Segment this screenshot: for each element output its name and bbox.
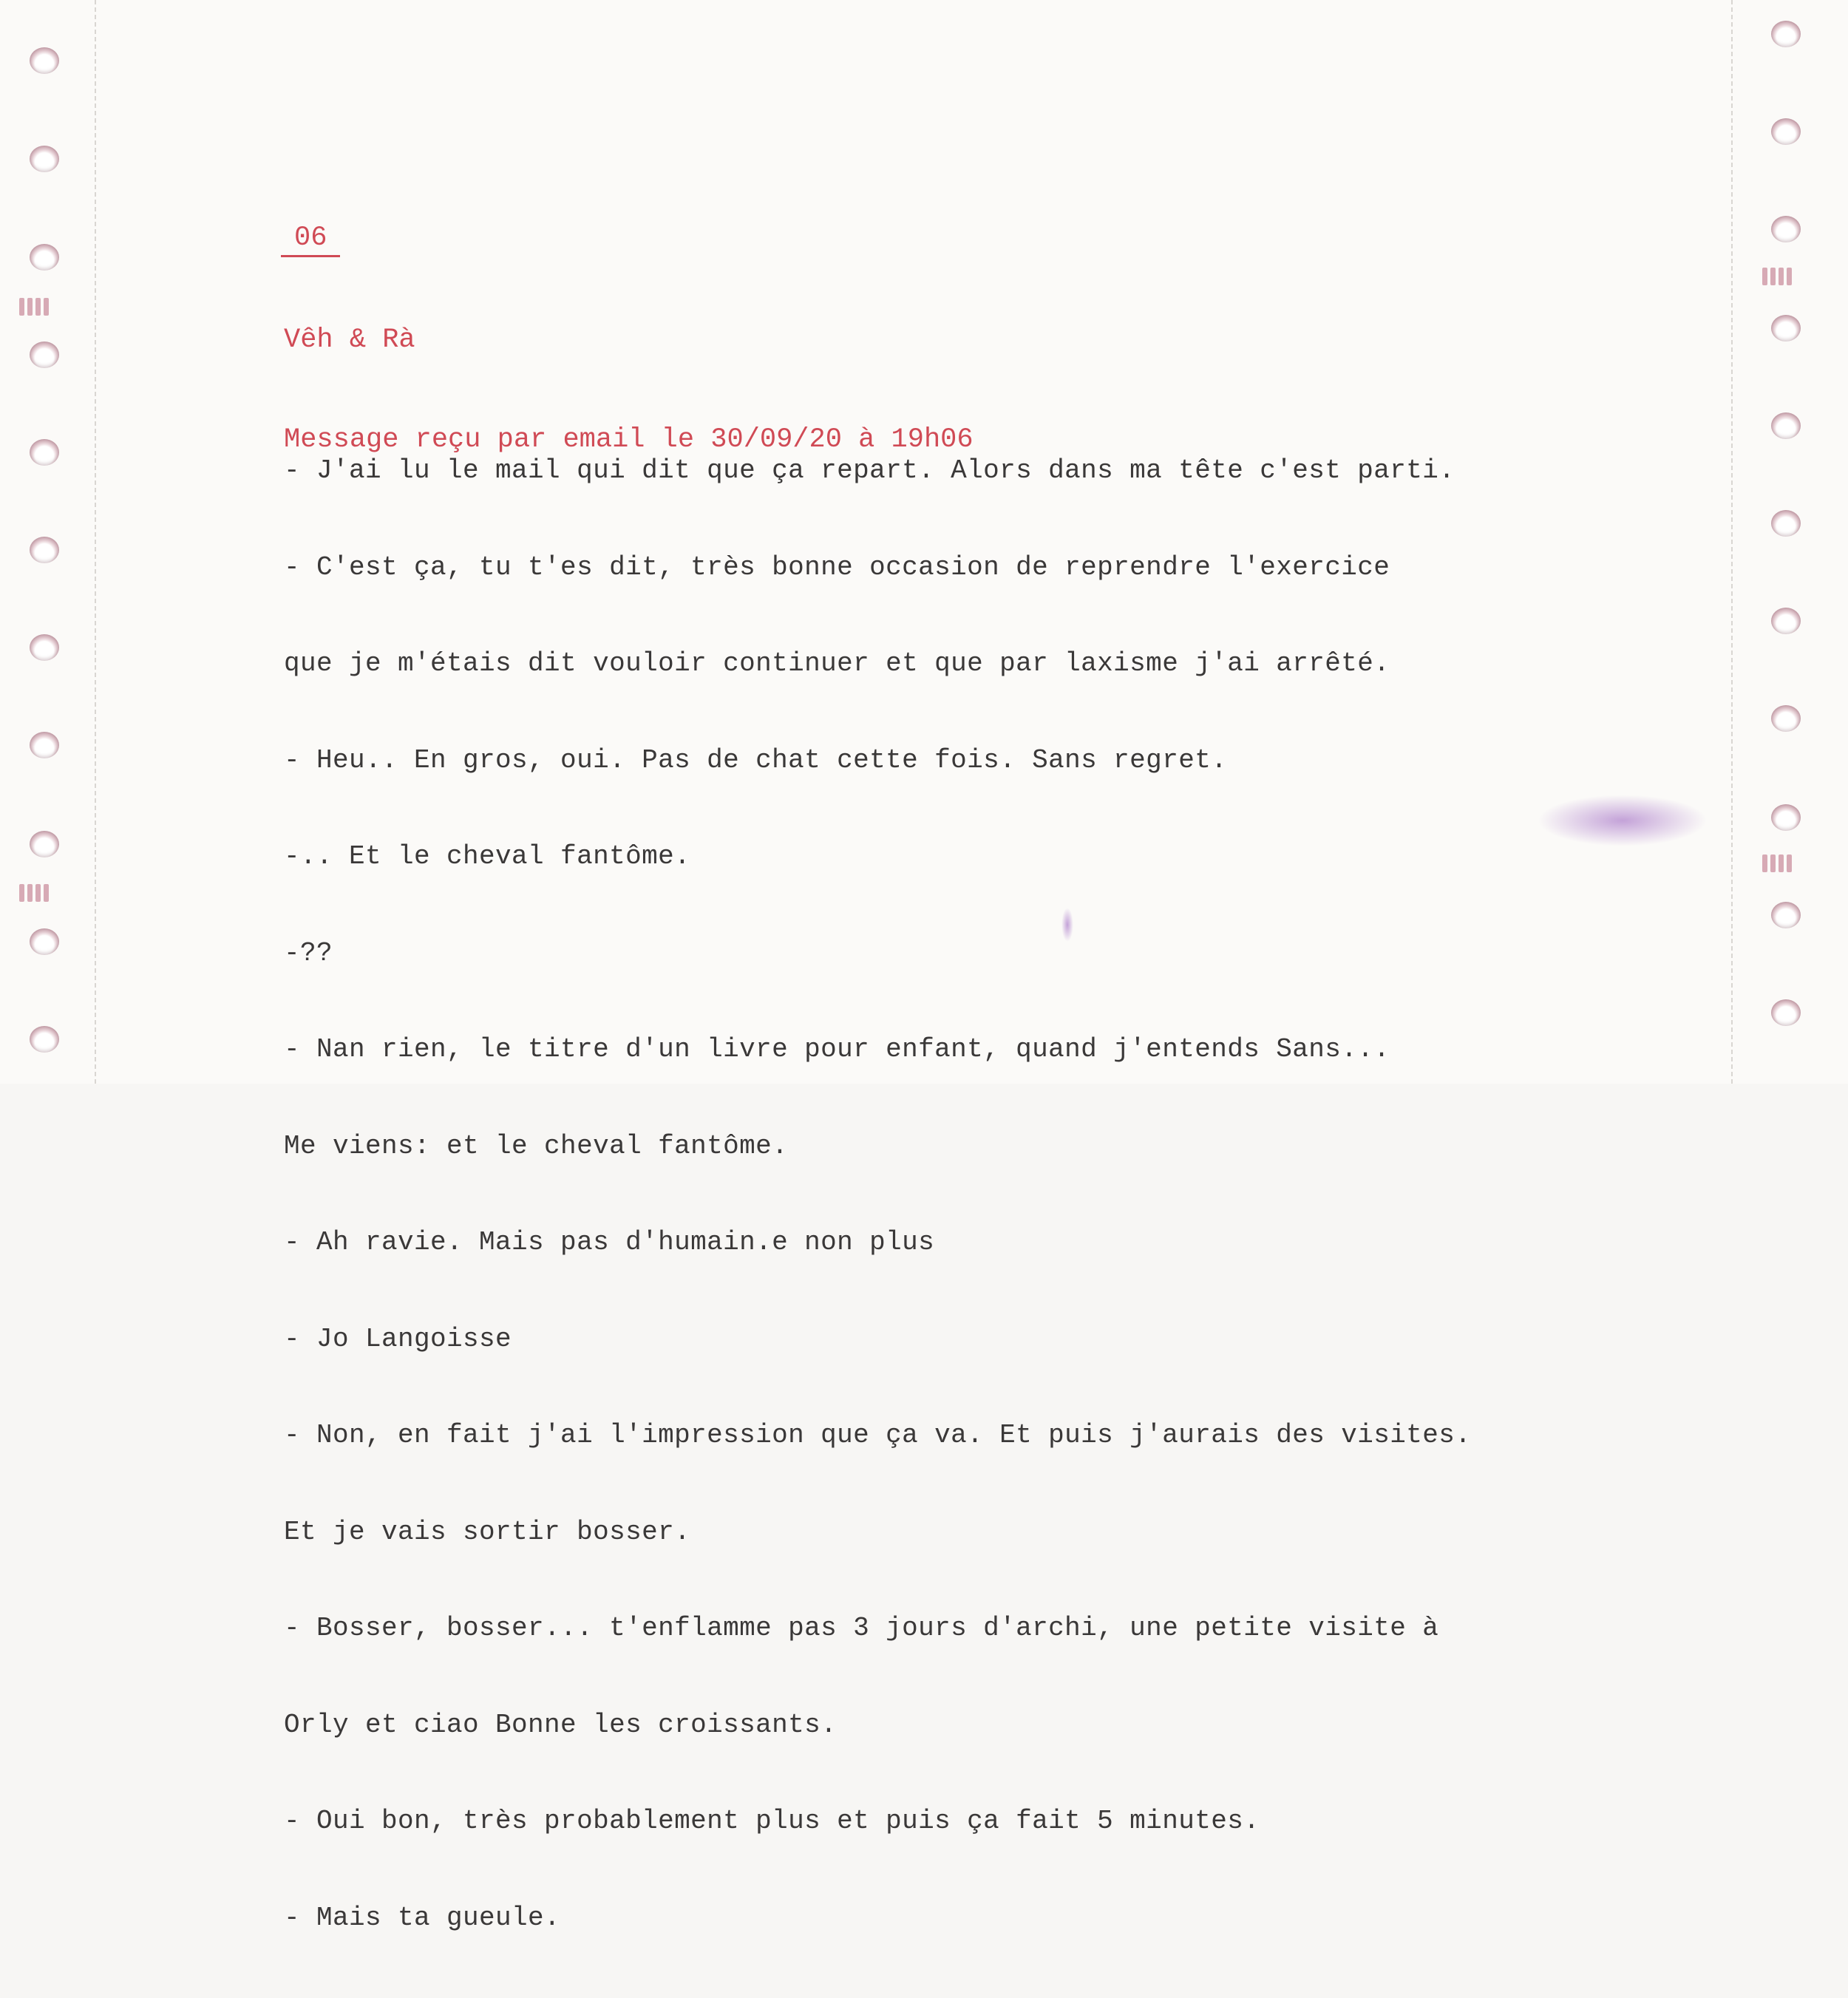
tractor-hole [30, 244, 59, 271]
perforation-ticks [19, 884, 49, 902]
message-subtitle: Message reçu par email le 30/09/20 à 19h06 [284, 424, 974, 455]
tractor-hole [30, 537, 59, 563]
dialogue-line: - Bosser, bosser... t'enflamme pas 3 jours d'archi, une petite visite à [284, 1613, 1439, 1643]
dialogue-line: - Mais ta gueule. [284, 1902, 561, 1933]
tractor-hole [30, 439, 59, 466]
tractor-hole [30, 831, 59, 857]
tractor-hole [1771, 902, 1801, 928]
tractor-hole [1771, 216, 1801, 242]
ink-smudge [1061, 908, 1073, 942]
message-number: 06 [281, 222, 340, 257]
perforation-ticks [1762, 268, 1792, 285]
ink-smudge [1538, 795, 1708, 846]
left-perforation-line [95, 0, 96, 1084]
tractor-hole [30, 1026, 59, 1053]
tractor-hole [1771, 804, 1801, 831]
tractor-hole [1771, 412, 1801, 439]
dialogue-line: - Jo Langoisse [284, 1323, 512, 1354]
dialogue-line: -?? [284, 937, 333, 968]
message-title: Vêh & Rà [284, 324, 415, 356]
dialogue-line: - Oui bon, très probablement plus et puis ça fait 5 minutes. [284, 1806, 1260, 1836]
tractor-hole [1771, 705, 1801, 732]
tractor-hole [1771, 510, 1801, 537]
tractor-hole [30, 634, 59, 661]
perforation-ticks [19, 298, 49, 316]
dialogue-line: - Nan rien, le titre d'un livre pour enfant, quand j'entends Sans... [284, 1034, 1390, 1064]
tractor-hole [1771, 118, 1801, 145]
perforation-ticks [1762, 854, 1792, 872]
tractor-hole [30, 146, 59, 172]
right-perforation-line [1731, 0, 1733, 1084]
tractor-hole [1771, 315, 1801, 342]
tractor-hole [30, 732, 59, 758]
tractor-hole [30, 342, 59, 368]
dialogue-line: - C'est ça, tu t'es dit, très bonne occasion de reprendre l'exercice [284, 551, 1390, 582]
tractor-hole [1771, 21, 1801, 47]
dialogue-line: -.. Et le cheval fantôme. [284, 841, 691, 871]
dialogue-line: - J'ai lu le mail qui dit que ça repart. Alors dans ma tête c'est parti. [284, 455, 1455, 486]
dialogue-line: Me viens: et le cheval fantôme. [284, 1130, 789, 1161]
dialogue-line: - Ah ravie. Mais pas d'humain.e non plus [284, 1227, 935, 1257]
tractor-hole [1771, 608, 1801, 634]
dialogue-line: que je m'étais dit vouloir continuer et que par laxisme j'ai arrêté. [284, 648, 1390, 679]
tractor-hole [30, 47, 59, 74]
dialogue-body [284, 390, 1471, 1998]
dialogue-line: Et je vais sortir bosser. [284, 1516, 691, 1547]
tractor-hole [30, 928, 59, 955]
tractor-hole [1771, 999, 1801, 1026]
dialogue-line: Orly et ciao Bonne les croissants. [284, 1709, 838, 1740]
dialogue-line: - Heu.. En gros, oui. Pas de chat cette fois. Sans regret. [284, 744, 1228, 775]
dialogue-line: - Non, en fait j'ai l'impression que ça va. Et puis j'aurais des visites. [284, 1420, 1472, 1450]
